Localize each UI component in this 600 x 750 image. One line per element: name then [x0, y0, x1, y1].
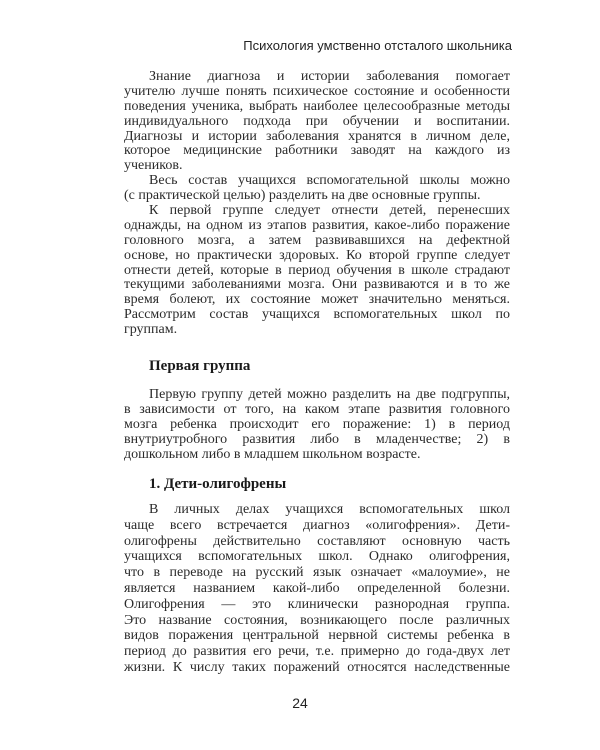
- text-line: Знание диагноза и истории заболевания помогает: [149, 69, 510, 84]
- text-line: внутриутробного развития либо в младенчестве; 2) в: [124, 431, 510, 447]
- subsection-heading-oligophrenic-children: 1. Дети-олигофрены: [149, 476, 287, 492]
- running-header: Психология умственно отсталого школьника: [243, 38, 512, 53]
- text-line: Диагнозы и истории заболевания хранятся в личном деле,: [124, 128, 510, 144]
- text-line: является названием какой-либо определенной болезни.: [124, 580, 510, 596]
- text-line: чаще всего встречается диагноз «олигофрения». Дети-: [124, 517, 510, 533]
- text-line: текущими заболеваниями мозга. Они развиваются и в то же: [124, 277, 510, 293]
- text-line: дошкольном либо в младшем школьном возрасте.: [124, 446, 421, 462]
- text-line: Рассмотрим состав учащихся вспомогательных школ по: [124, 307, 510, 323]
- section-heading-first-group: Первая группа: [149, 358, 251, 374]
- text-line: головного мозга, а затем развивавшихся на дефектной: [124, 232, 510, 248]
- text-line: В личных делах учащихся вспомогательных школ: [149, 502, 510, 517]
- text-line: учителю лучше понять психическое состояние и особенности: [124, 83, 510, 99]
- text-line: индивидуального подхода при обучении и воспитании.: [124, 113, 510, 129]
- text-line: период до развития его речи, т.е. примерно до года-двух лет: [124, 644, 510, 660]
- text-line: (с практической целью) разделить на две основные группы.: [124, 187, 481, 203]
- text-line: мозга ребенка происходит его поражение: 1) в период: [124, 416, 510, 432]
- text-line: поведения ученика, выбрать наиболее целесообразные методы: [124, 98, 510, 114]
- text-line: которое медицинские работники заводят на каждого из: [124, 143, 510, 159]
- paragraph-1: [124, 70, 510, 174]
- text-line: олигофрены действительно составляют основную часть: [124, 533, 510, 549]
- text-line: Это название состояния, возникающего после различных: [124, 612, 510, 628]
- text-line: группам.: [124, 322, 178, 338]
- text-line: что в переводе на русский язык означает «малоумие», не: [124, 565, 510, 581]
- text-line: однажды, на одном из этапов развития, какое-либо поражение: [124, 217, 510, 233]
- text-line: Весь состав учащихся вспомогательной школы можно: [149, 173, 510, 188]
- paragraph-2: [124, 174, 510, 204]
- paragraph-3: [124, 204, 510, 338]
- text-line: отнести детей, которые в период обучения в школе страдают: [124, 262, 510, 278]
- text-line: в зависимости от того, на каком этапе развития головного: [124, 401, 510, 417]
- text-line: учеников.: [124, 158, 183, 174]
- text-line: жизни. К числу таких поражений относятся наследственные: [124, 659, 510, 675]
- text-line: К первой группе следует отнести детей, перенесших: [149, 203, 510, 218]
- page-number: 24: [292, 695, 308, 711]
- text-line: видов поражения центральной нервной системы ребенка в: [124, 628, 510, 644]
- text-line: Первую группу детей можно разделить на две подгруппы,: [149, 387, 510, 402]
- paragraph-5: [124, 502, 510, 676]
- paragraph-4: [124, 388, 510, 462]
- text-line: время болеют, их состояние может значительно меняться.: [124, 292, 510, 308]
- text-line: основе, но практически здоровых. Ко второй группе следует: [124, 247, 510, 263]
- text-line: учащихся вспомогательных школ. Однако олигофрения,: [124, 549, 510, 565]
- text-line: Олигофрения — это клинически разнородная группа.: [124, 596, 510, 612]
